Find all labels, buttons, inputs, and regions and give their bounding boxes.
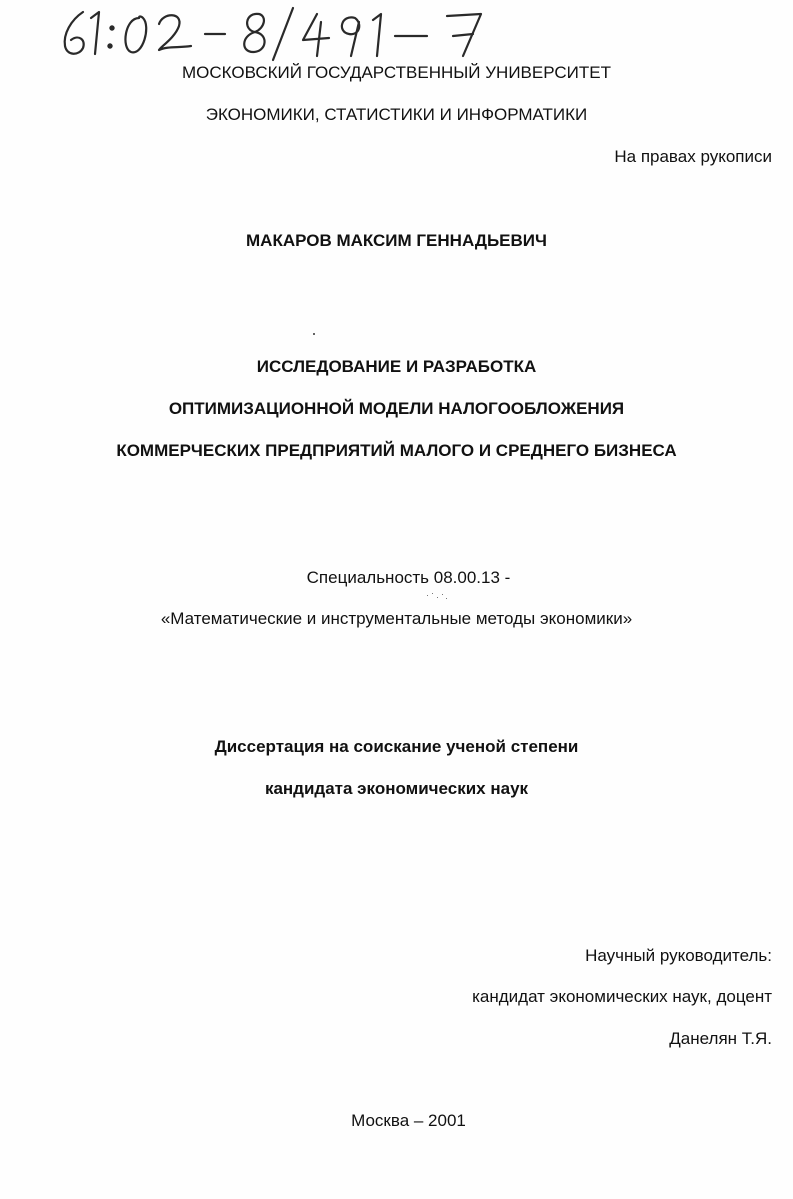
author-name: МАКАРОВ МАКСИМ ГЕННАДЬЕВИЧ [246,231,547,250]
supervisor-label: Научный руководитель: [585,946,772,965]
handwritten-archive-number [55,4,515,64]
title-line2: ОПТИМИЗАЦИОННОЙ МОДЕЛИ НАЛОГООБЛОЖЕНИЯ [168,399,625,418]
title-line3: КОММЕРЧЕСКИХ ПРЕДПРИЯТИЙ МАЛОГО И СРЕДНЕГО БИЗНЕСА [116,441,677,460]
dissertation-line2: кандидата экономических наук [264,779,529,798]
university-name-line1: МОСКОВСКИЙ ГОСУДАРСТВЕННЫЙ УНИВЕРСИТЕТ [182,63,611,82]
supervisor-name: Данелян Т.Я. [669,1029,772,1048]
supervisor-degree: кандидат экономических наук, доцент [472,987,772,1006]
scan-specks [425,592,449,602]
title-line1: ИССЛЕДОВАНИЕ И РАЗРАБОТКА [256,357,537,376]
scan-dot [313,333,315,335]
specialty-name: «Математические и инструментальные методы экономики» [160,609,633,628]
archive-number-handwriting [55,4,515,64]
dissertation-line1: Диссертация на соискание ученой степени [214,737,579,756]
specialty-code: Специальность 08.00.13 - [306,568,511,587]
university-name-line2: ЭКОНОМИКИ, СТАТИСТИКИ И ИНФОРМАТИКИ [205,105,588,124]
place-and-year: Москва – 2001 [351,1111,466,1130]
rights-note: На правах рукописи [614,147,772,166]
